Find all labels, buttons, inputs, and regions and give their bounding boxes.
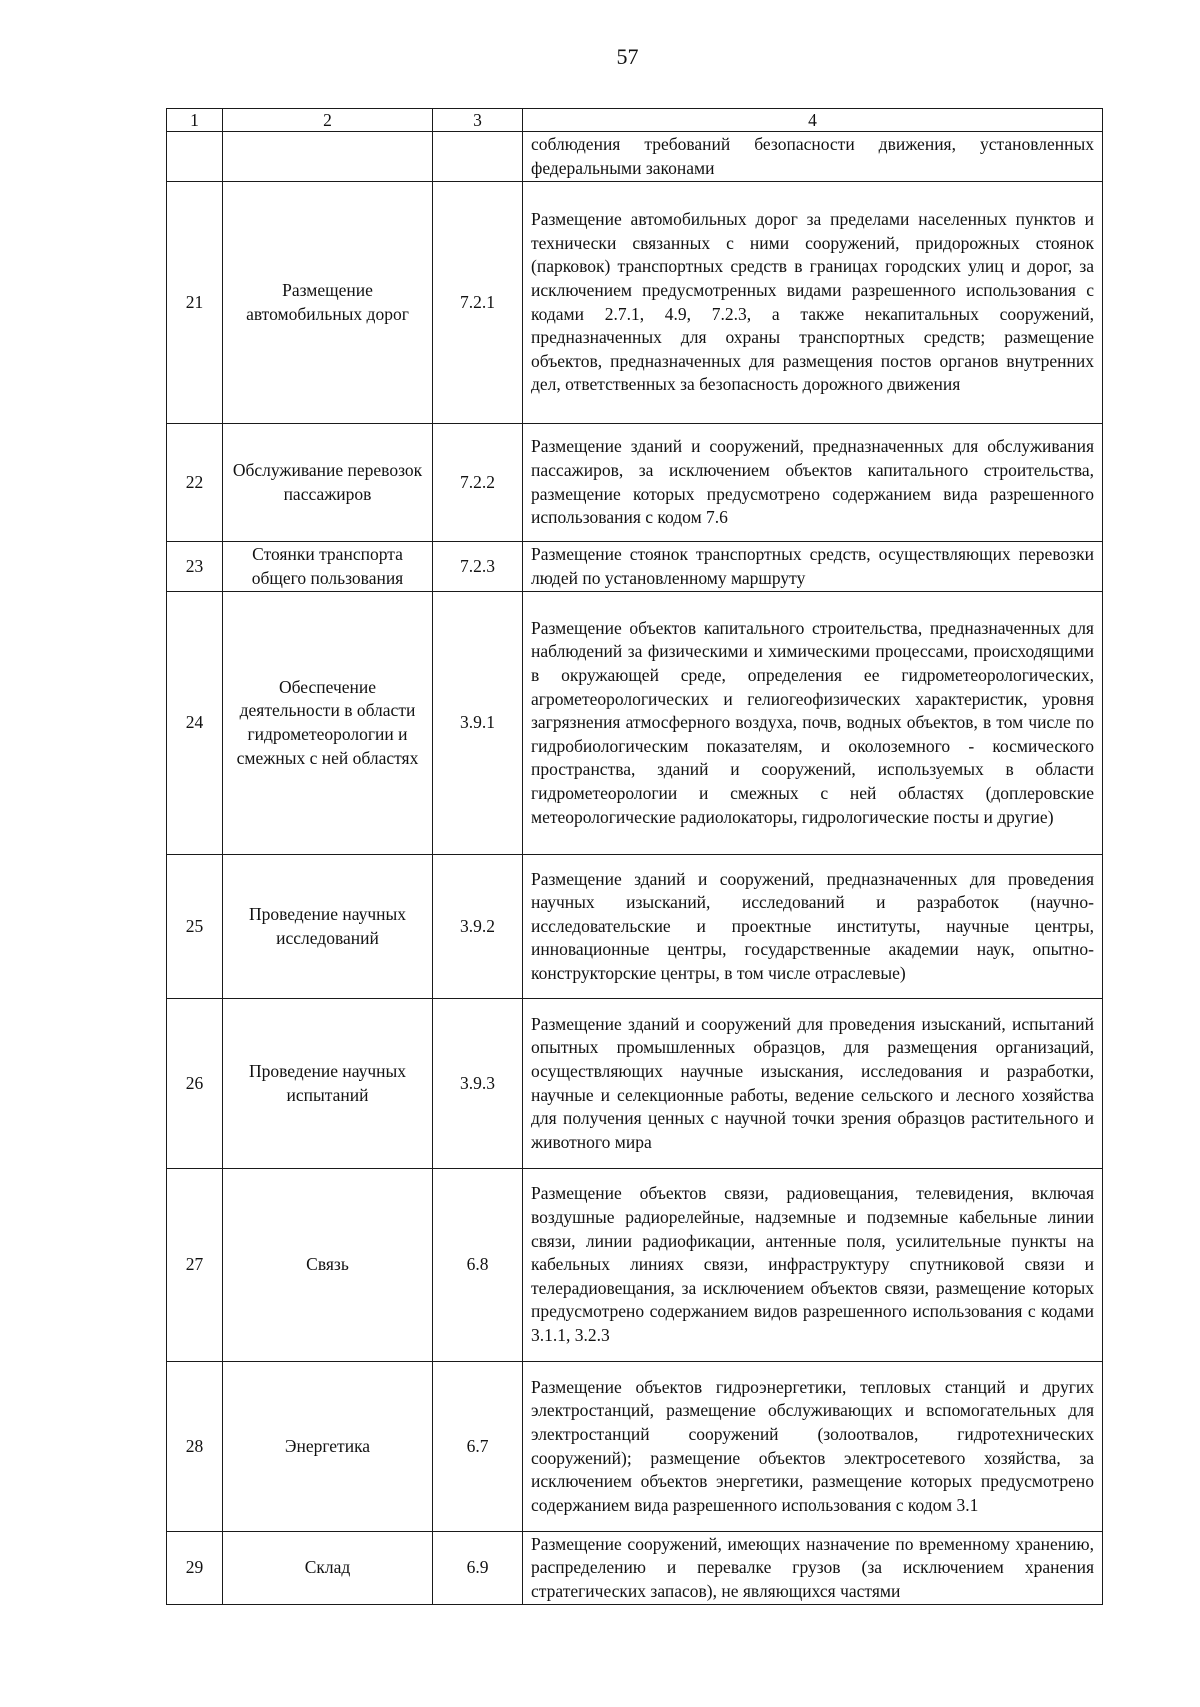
use-type-name: Проведение научных испытаний <box>223 999 433 1169</box>
row-number: 22 <box>167 424 223 542</box>
row-number: 23 <box>167 542 223 592</box>
use-type-name: Обеспечение деятельности в области гидрометеорологии и смежных с ней областях <box>223 592 433 855</box>
page-number: 57 <box>616 44 639 69</box>
header-row <box>167 109 1103 132</box>
table-row <box>167 1532 1103 1605</box>
table-row <box>167 855 1103 999</box>
table-row <box>167 1169 1103 1362</box>
use-type-code: 3.9.2 <box>433 855 523 999</box>
row-number <box>167 132 223 182</box>
row-number: 24 <box>167 592 223 855</box>
use-type-description: Размещение объектов гидроэнергетики, тепловых станций и других электростанций, размещение обслуживающих и вспомогательных для электростанций сооружений (золоотвалов, гидротехнических сооружений); размещение объектов электросетевого хозяйства, за исключением объектов энергетики, размещение которых предусмотрено содержанием вида разрешенного использования с кодом 3.1 <box>523 1362 1103 1532</box>
use-type-name: Обслуживание перевозок пассажиров <box>223 424 433 542</box>
use-type-code: 7.2.2 <box>433 424 523 542</box>
use-type-description: Размещение сооружений, имеющих назначение по временному хранению, распределению и перевалке грузов (за исключением хранения стратегических запасов), не являющихся частями <box>523 1532 1103 1605</box>
row-number: 21 <box>167 182 223 424</box>
use-type-description: Размещение зданий и сооружений для проведения изысканий, испытаний опытных промышленных образцов, для размещения организаций, осуществляющих научные изыскания, исследования и разработки, научные и селекционные работы, ведение сельского и лесного хозяйства для получения ценных с научной точки зрения образцов растительного и животного мира <box>523 999 1103 1169</box>
column-header-4: 4 <box>523 109 1103 132</box>
use-type-name: Размещение автомобильных дорог <box>223 182 433 424</box>
table-row <box>167 424 1103 542</box>
use-type-code: 3.9.3 <box>433 999 523 1169</box>
use-type-description: Размещение зданий и сооружений, предназначенных для проведения научных изысканий, исследований и разработок (научно-исследовательские и проектные институты, научные центры, инновационные центры, государственные академии наук, опытно-конструкторские центры, в том числе отраслевые) <box>523 855 1103 999</box>
use-type-name: Связь <box>223 1169 433 1362</box>
use-type-description: Размещение стоянок транспортных средств, осуществляющих перевозки людей по установленному маршруту <box>523 542 1103 592</box>
use-type-name <box>223 132 433 182</box>
table-row <box>167 1362 1103 1532</box>
row-number: 26 <box>167 999 223 1169</box>
use-type-description: Размещение объектов связи, радиовещания, телевидения, включая воздушные радиорелейные, надземные и подземные кабельные линии связи, линии радиофикации, антенные поля, усилительные пункты на кабельных линиях связи, инфраструктуру спутниковой связи и телерадиовещания, за исключением объектов связи, размещение которых предусмотрено содержанием видов разрешенного использования с кодами 3.1.1, 3.2.3 <box>523 1169 1103 1362</box>
use-type-name: Проведение научных исследований <box>223 855 433 999</box>
table-row <box>167 542 1103 592</box>
use-type-description: соблюдения требований безопасности движения, установленных федеральными законами <box>523 132 1103 182</box>
use-type-code: 7.2.3 <box>433 542 523 592</box>
column-header-3: 3 <box>433 109 523 132</box>
use-type-code: 6.7 <box>433 1362 523 1532</box>
use-type-code: 3.9.1 <box>433 592 523 855</box>
use-type-description: Размещение зданий и сооружений, предназначенных для обслуживания пассажиров, за исключением объектов капитального строительства, размещение которых предусмотрено содержанием вида разрешенного использования с кодом 7.6 <box>523 424 1103 542</box>
column-header-1: 1 <box>167 109 223 132</box>
use-type-name: Энергетика <box>223 1362 433 1532</box>
use-type-code <box>433 132 523 182</box>
column-header-2: 2 <box>223 109 433 132</box>
use-type-code: 7.2.1 <box>433 182 523 424</box>
row-number: 29 <box>167 1532 223 1605</box>
table-row <box>167 182 1103 424</box>
land-use-table <box>166 108 1103 1605</box>
table-row <box>167 592 1103 855</box>
use-type-description: Размещение объектов капитального строительства, предназначенных для наблюдений за физическими и химическими процессами, происходящими в окружающей среде, определения ее гидрометеорологических, агрометеорологических и гелиогеофизических характеристик, уровня загрязнения атмосферного воздуха, почв, водных объектов, в том числе по гидробиологическим показателям, и околоземного - космического пространства, зданий и сооружений, используемых в области гидрометеорологии и смежных с ней областях (доплеровские метеорологические радиолокаторы, гидрологические посты и другие) <box>523 592 1103 855</box>
use-type-name: Стоянки транспорта общего пользования <box>223 542 433 592</box>
use-type-code: 6.8 <box>433 1169 523 1362</box>
use-type-name: Склад <box>223 1532 433 1605</box>
use-type-description: Размещение автомобильных дорог за пределами населенных пунктов и технически связанных с ними сооружений, придорожных стоянок (парковок) транспортных средств в границах городских улиц и дорог, за исключением предусмотренных видами разрешенного использования с кодами 2.7.1, 4.9, 7.2.3, а также некапитальных сооружений, предназначенных для охраны транспортных средств; размещение объектов, предназначенных для размещения постов органов внутренних дел, ответственных за безопасность дорожного движения <box>523 182 1103 424</box>
use-type-code: 6.9 <box>433 1532 523 1605</box>
row-number: 27 <box>167 1169 223 1362</box>
table-row <box>167 999 1103 1169</box>
table-row <box>167 132 1103 182</box>
row-number: 25 <box>167 855 223 999</box>
row-number: 28 <box>167 1362 223 1532</box>
